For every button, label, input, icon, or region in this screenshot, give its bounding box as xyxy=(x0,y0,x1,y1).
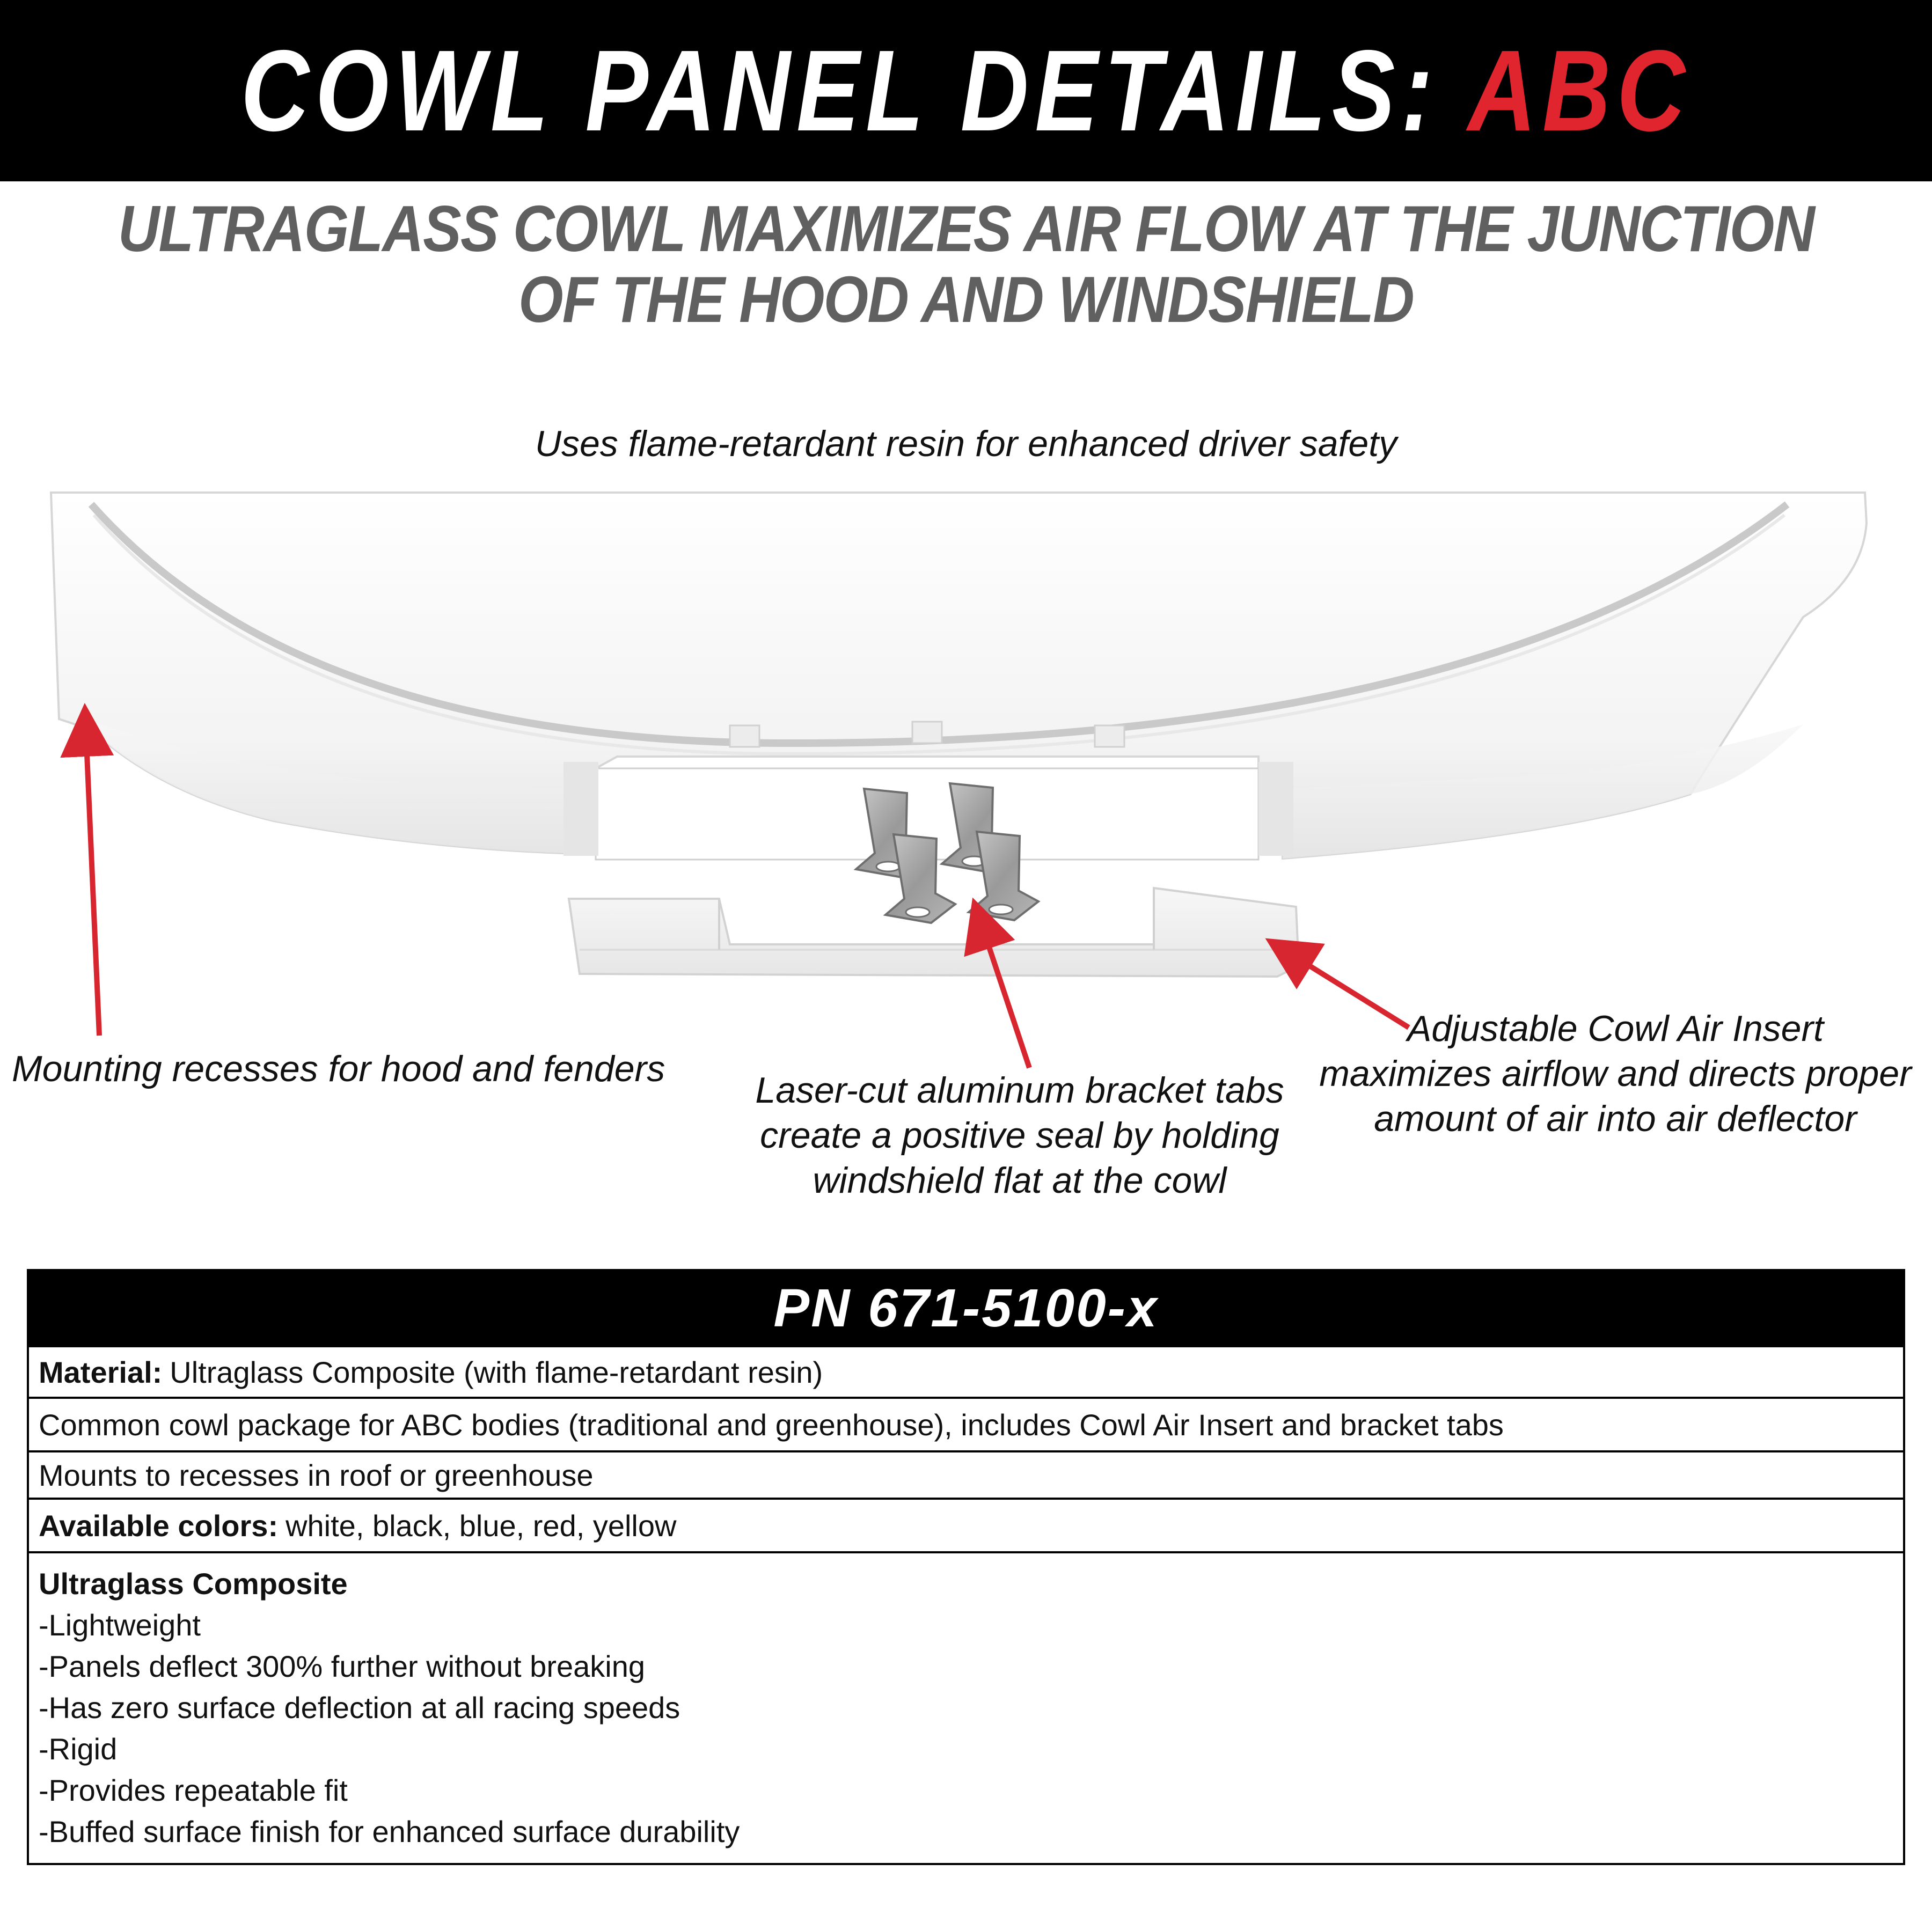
spec-row-mounts xyxy=(29,1450,1903,1498)
callout-insert-line-2: maximizes airflow and directs proper xyxy=(1319,1053,1912,1094)
mounts-text: Mounts to recesses in roof or greenhouse xyxy=(39,1458,594,1492)
feature-item: -Has zero surface deflection at all racing speeds xyxy=(39,1691,680,1725)
title-accent: ABC xyxy=(1468,26,1692,155)
callout-mounting xyxy=(12,1046,665,1091)
spec-row-colors xyxy=(29,1498,1903,1551)
callout-air-insert xyxy=(1299,1006,1932,1141)
feature-item: -Rigid xyxy=(39,1732,118,1766)
subtitle-line-2: OF THE HOOD AND WINDSHIELD xyxy=(518,263,1414,336)
material-label: Material: xyxy=(39,1355,163,1389)
composite-heading: Ultraglass Composite xyxy=(39,1567,348,1601)
package-text: Common cowl package for ABC bodies (traditional and greenhouse), includes Cowl Air Insert and bracket tabs xyxy=(39,1407,1504,1442)
callout-brackets-line-3: windshield flat at the cowl xyxy=(813,1160,1227,1201)
callout-insert-line-3: amount of air into air deflector xyxy=(1374,1098,1857,1139)
spec-row-composite xyxy=(29,1551,1903,1863)
callout-mounting-text: Mounting recesses for hood and fenders xyxy=(12,1048,665,1089)
feature-item: -Lightweight xyxy=(39,1608,201,1642)
spec-row-material xyxy=(29,1345,1903,1397)
callout-resin-text: Uses flame-retardant resin for enhanced driver safety xyxy=(535,423,1397,464)
callout-insert-line-1: Adjustable Cowl Air Insert xyxy=(1407,1008,1824,1049)
part-number: PN 671-5100-x xyxy=(29,1271,1903,1345)
callout-brackets-line-1: Laser-cut aluminum bracket tabs xyxy=(755,1070,1284,1111)
spec-table xyxy=(27,1269,1905,1865)
arrow-mounting-recesses xyxy=(86,730,99,1036)
colors-label: Available colors: xyxy=(39,1508,279,1543)
material-value: Ultraglass Composite (with flame-retardant resin) xyxy=(170,1355,823,1389)
callout-brackets-line-2: create a positive seal by holding xyxy=(760,1115,1279,1156)
spec-row-package xyxy=(29,1397,1903,1450)
callout-resin xyxy=(483,421,1449,466)
subtitle-line-1: ULTRAGLASS COWL MAXIMIZES AIR FLOW AT THE JUNCTION xyxy=(118,192,1814,265)
feature-item: -Panels deflect 300% further without breaking xyxy=(39,1649,645,1683)
callout-brackets xyxy=(698,1068,1342,1203)
feature-item: -Provides repeatable fit xyxy=(39,1773,348,1807)
title-main: COWL PANEL DETAILS: xyxy=(240,26,1439,155)
colors-value: white, black, blue, red, yellow xyxy=(286,1508,677,1543)
feature-item: -Buffed surface finish for enhanced surface durability xyxy=(39,1815,740,1848)
